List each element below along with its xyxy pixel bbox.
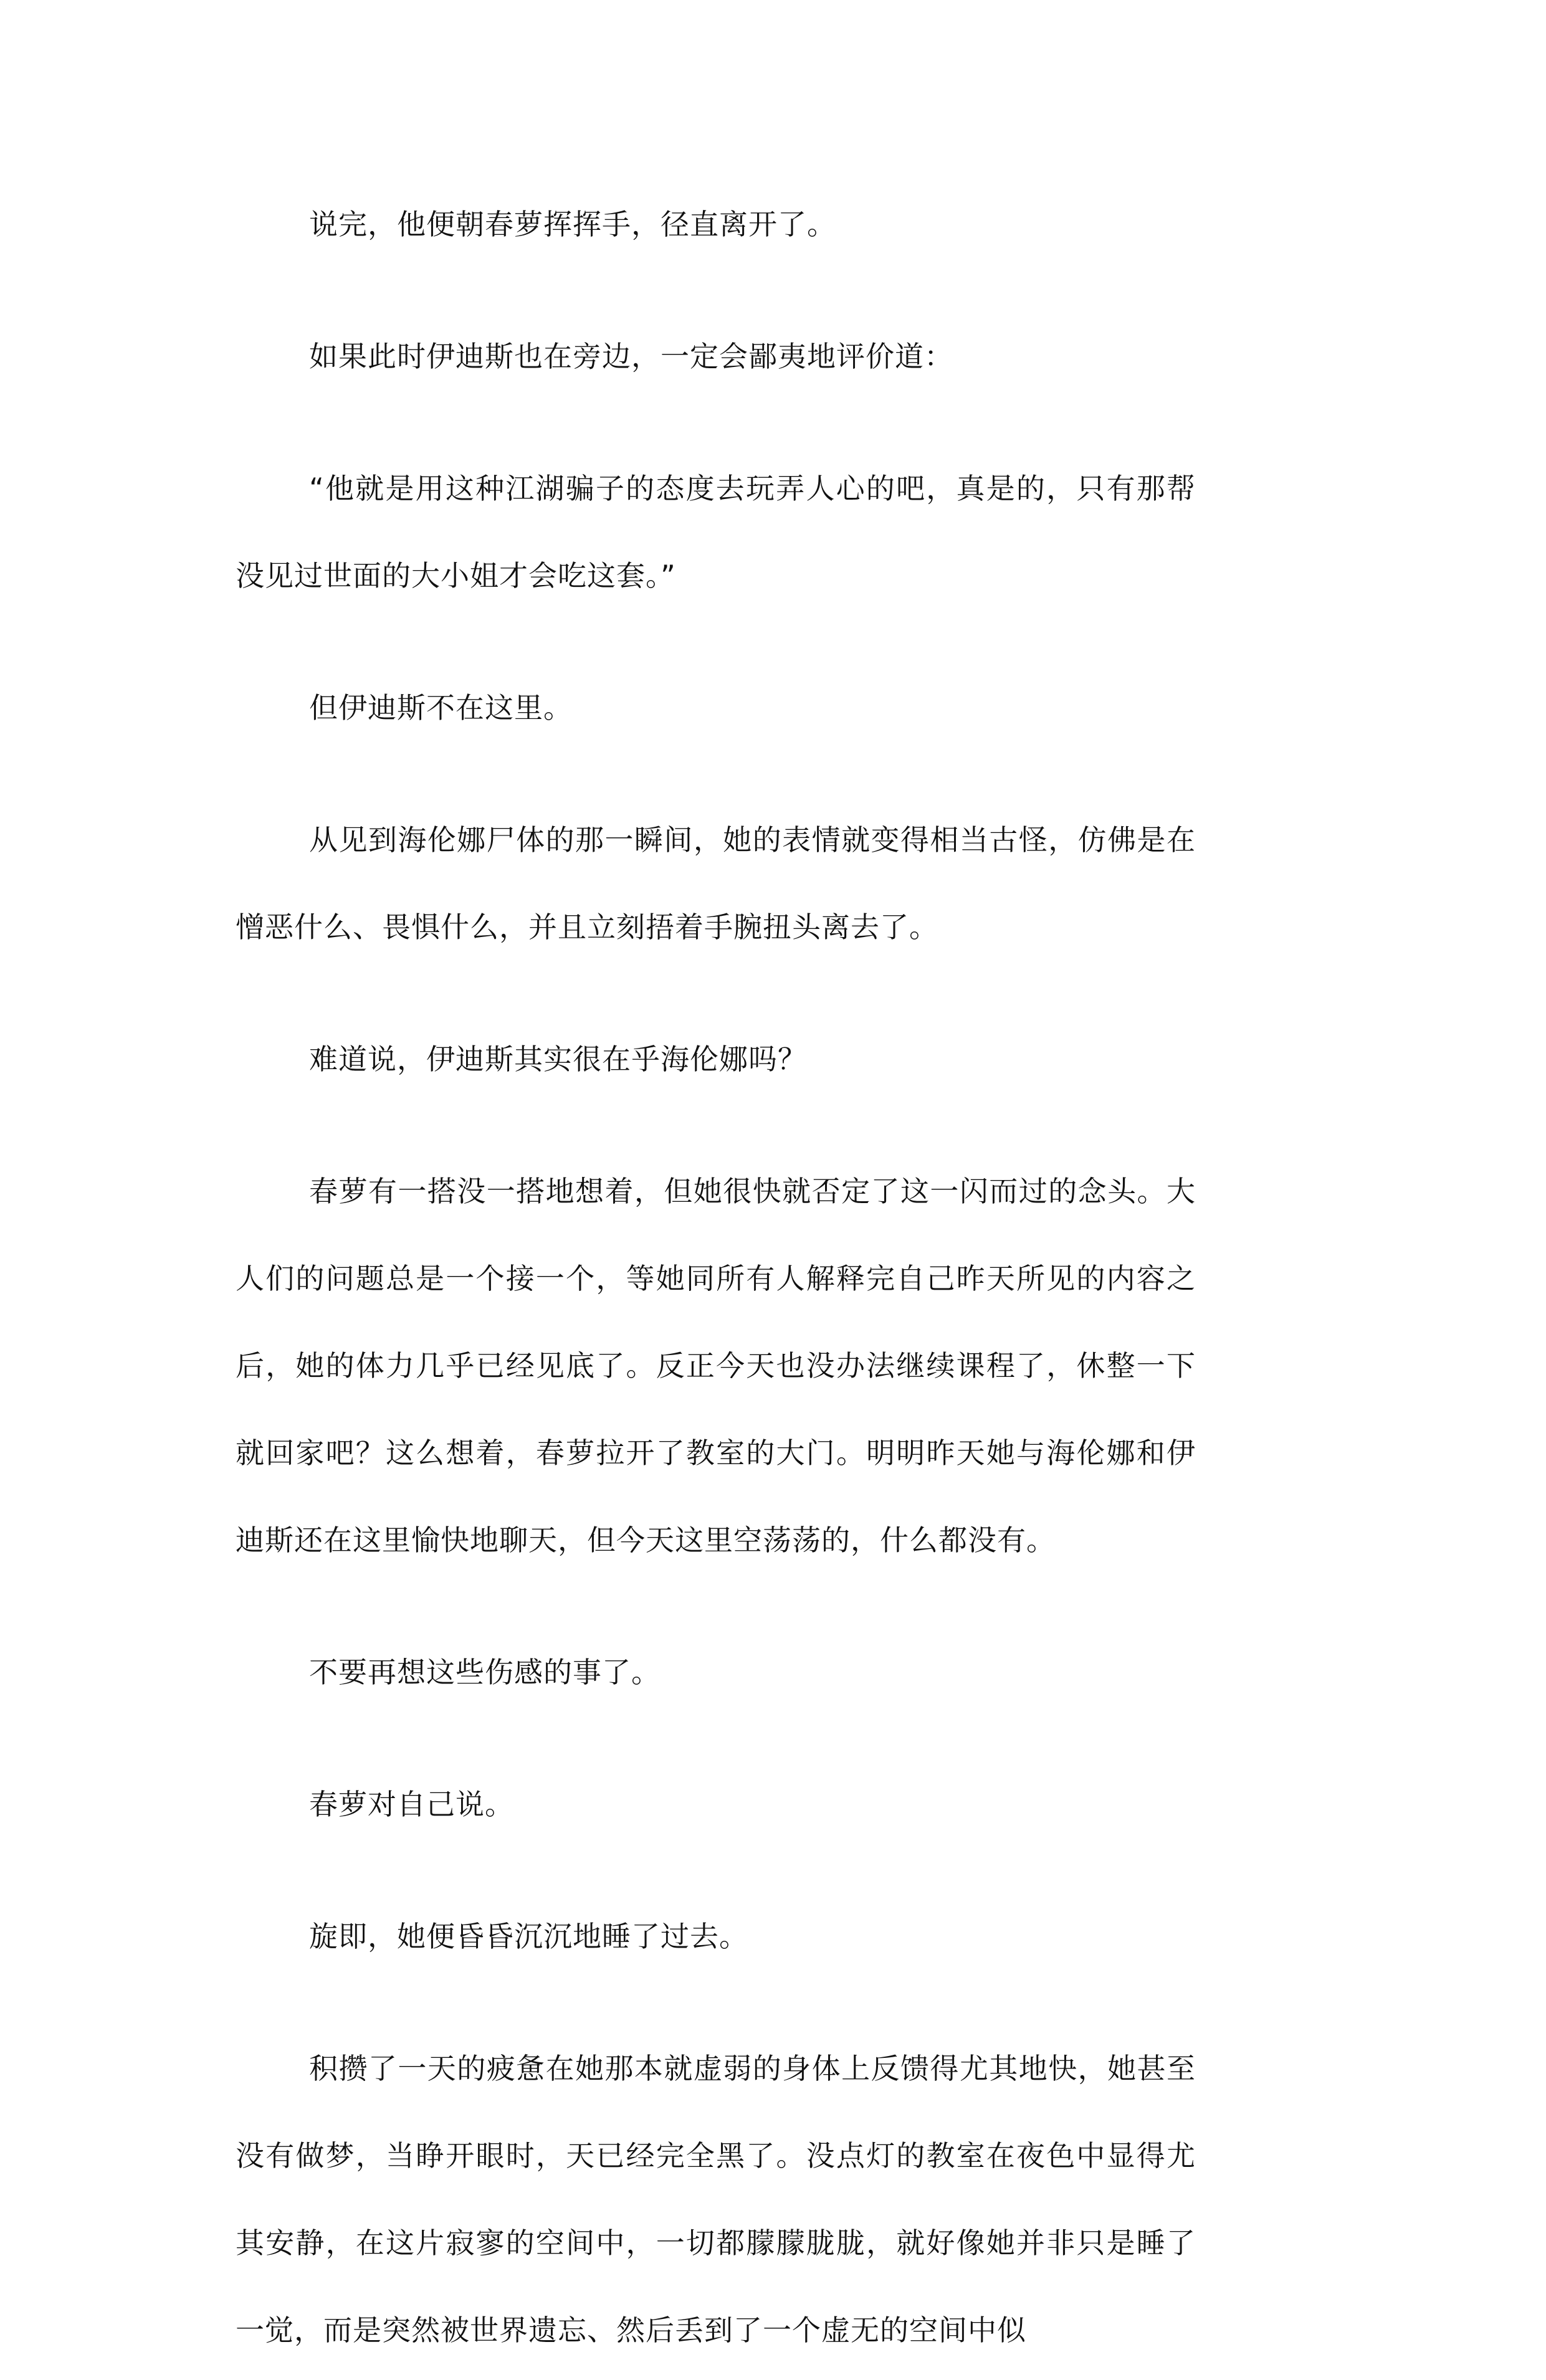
paragraph-8: 不要再想这些伤感的事了。 (309, 1655, 661, 1689)
paragraph-9: 春萝对自己说。 (309, 1787, 514, 1821)
paragraph-3: “他就是用这种江湖骗子的态度去玩弄人心的吧，真是的，只有那帮没见过世面的大小姐才会吃这套。” (236, 472, 1196, 593)
paragraph-11: 积攒了一天的疲惫在她那本就虚弱的身体上反馈得尤其地快，她甚至没有做梦，当睁开眼时，天已经完全黑了。没点灯的教室在夜色中显得尤其安静，在这片寂寥的空间中，一切都朦朦胧胧，就好像她并非只是睡了一觉，而是突然被世界遗忘、然后丢到了一个虚无的空间中似 (236, 2052, 1196, 2347)
paragraph-5: 从见到海伦娜尸体的那一瞬间，她的表情就变得相当古怪，仿佛是在憎恶什么、畏惧什么，并且立刻捂着手腕扭头离去了。 (236, 823, 1196, 944)
paragraph-1: 说完，他便朝春萝挥挥手，径直离开了。 (309, 207, 836, 241)
paragraph-4: 但伊迪斯不在这里。 (309, 691, 573, 725)
paragraph-7: 春萝有一搭没一搭地想着，但她很快就否定了这一闪而过的念头。大人们的问题总是一个接一个，等她同所有人解释完自己昨天所见的内容之后，她的体力几乎已经见底了。反正今天也没办法继续课程了，休整一下就回家吧？这么想着，春萝拉开了教室的大门。明明昨天她与海伦娜和伊迪斯还在这里愉快地聊天，但今天这里空荡荡的，什么都没有。 (236, 1174, 1196, 1557)
body-text (236, 181, 1196, 2380)
paragraph-6: 难道说，伊迪斯其实很在乎海伦娜吗？ (309, 1042, 807, 1076)
paragraph-10: 旋即，她便昏昏沉沉地睡了过去。 (309, 1920, 748, 1953)
paragraph-2: 如果此时伊迪斯也在旁边，一定会鄙夷地评价道： (309, 340, 953, 373)
